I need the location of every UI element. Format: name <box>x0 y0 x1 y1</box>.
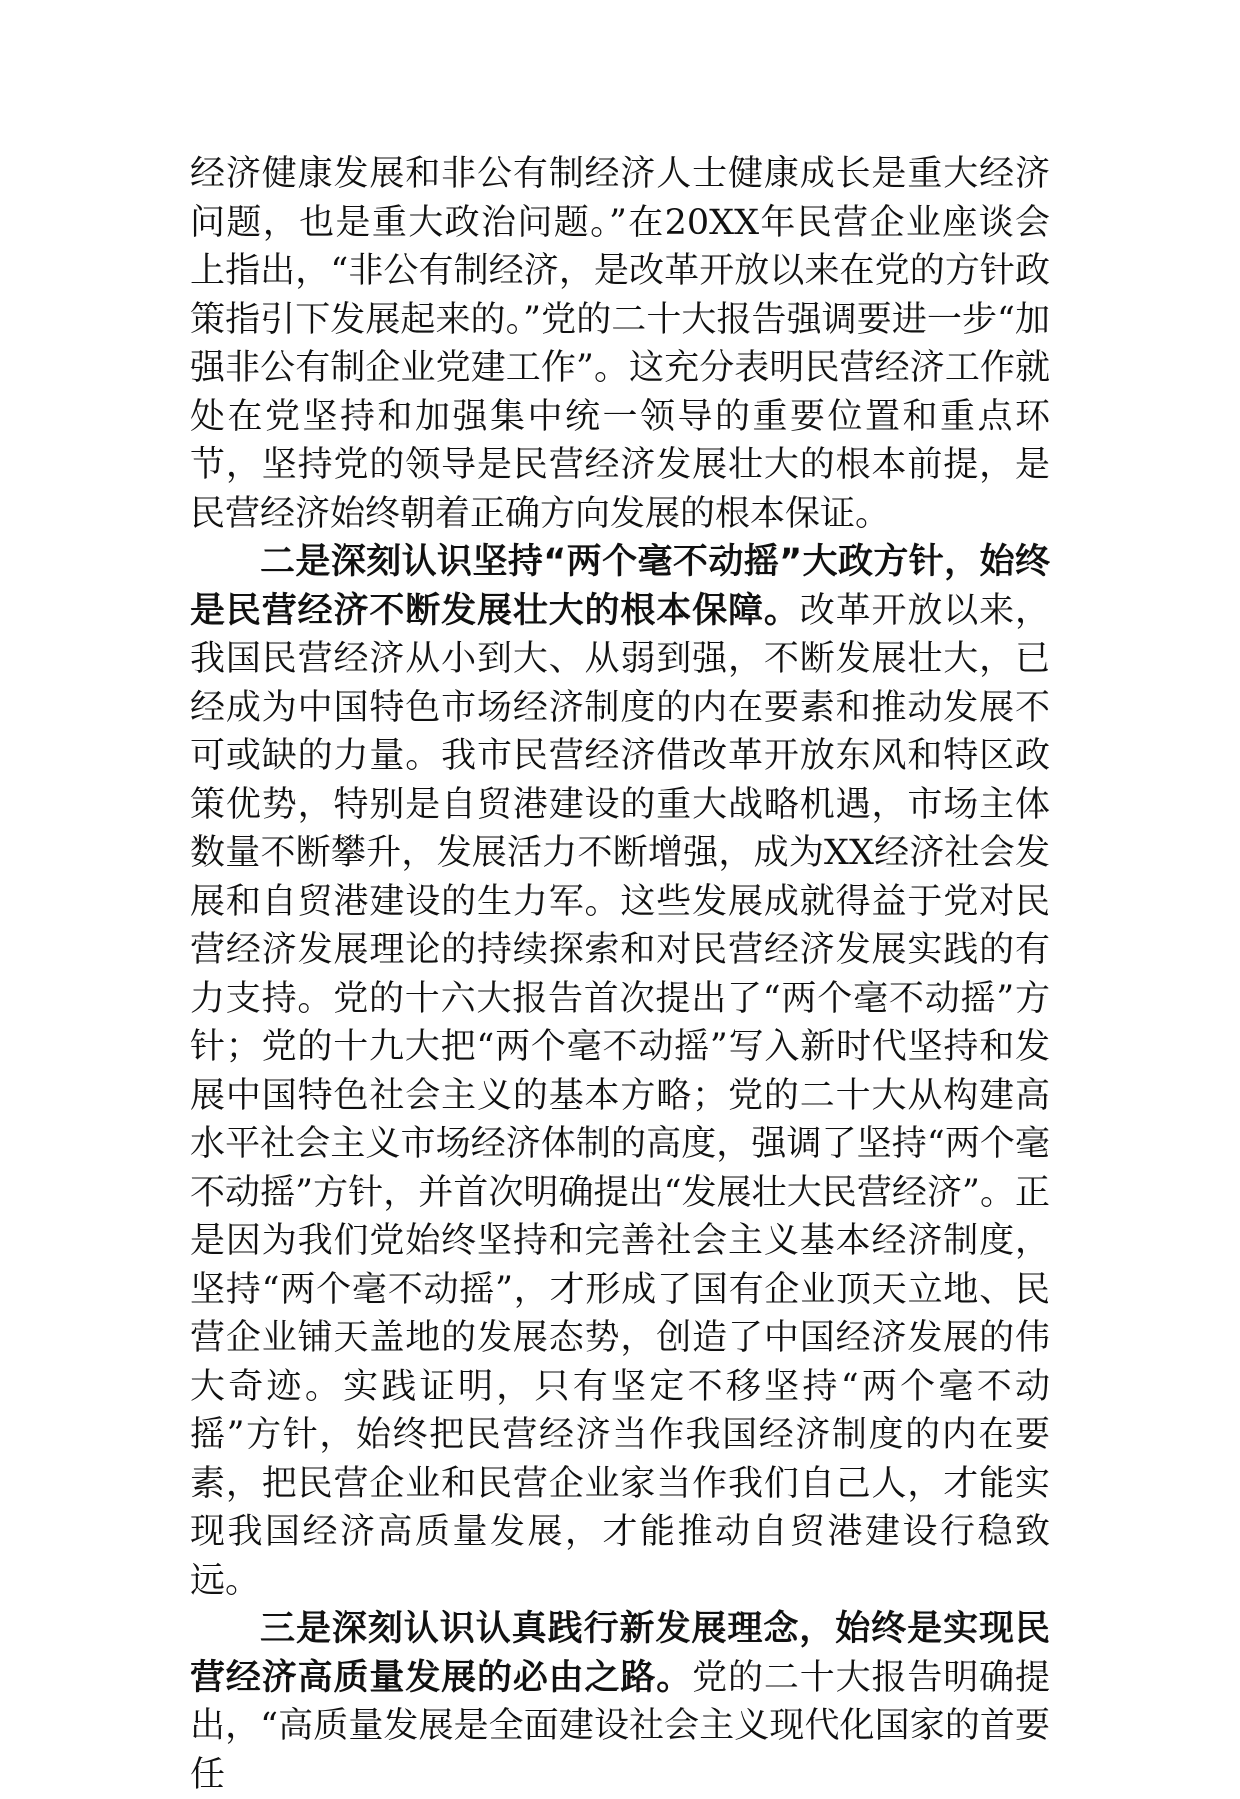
paragraph-2-text: 改革开放以来，我国民营经济从小到大、从弱到强，不断发展壮大，已经成为中国特色市场经济制度的内在要素和推动发展不可或缺的力量。我市民营经济借改革开放东风和特区政策优势，特别是自贸港建设的重大战略机遇，市场主体数量不断攀升，发展活力不断增强，成为XX经济社会发展和自贸港建设的生力军。这些发展成就得益于党对民营经济发展理论的持续探索和对民营经济发展实践的有力支持。党的十六大报告首次提出了“两个毫不动摇”方针；党的十九大把“两个毫不动摇”写入新时代坚持和发展中国特色社会主义的基本方略；党的二十大从构建高水平社会主义市场经济体制的高度，强调了坚持“两个毫不动摇”方针，并首次明确提出“发展壮大民营经济”。正是因为我们党始终坚持和完善社会主义基本经济制度，坚持“两个毫不动摇”，才形成了国有企业顶天立地、民营企业铺天盖地的发展态势，创造了中国经济发展的伟大奇迹。实践证明，只有坚定不移坚持“两个毫不动摇”方针，始终把民营经济当作我国经济制度的内在要素，把民营企业和民营企业家当作我们自己人，才能实现我国经济高质量发展，才能推动自贸港建设行稳致远。 <box>190 590 1050 1601</box>
paragraph-3-lead: 三是深刻认识认真践行新发展理念，始终是实现民营经济高质量发展的必由之路。 <box>190 1609 1050 1698</box>
paragraph-1 <box>190 150 1050 538</box>
paragraph-2 <box>190 538 1050 1605</box>
paragraph-3 <box>190 1605 1050 1799</box>
paragraph-2-lead: 二是深刻认识坚持“两个毫不动摇”大政方针，始终是民营经济不断发展壮大的根本保障。 <box>190 542 1050 631</box>
document-page <box>190 150 1050 1799</box>
paragraph-1-text: 经济健康发展和非公有制经济人士健康成长是重大经济问题，也是重大政治问题。”在20XX年民营企业座谈会上指出，“非公有制经济，是改革开放以来在党的方针政策指引下发展起来的。”党的二十大报告强调要进一步“加强非公有制企业党建工作”。这充分表明民营经济工作就处在党坚持和加强集中统一领导的重要位置和重点环节，坚持党的领导是民营经济发展壮大的根本前提，是民营经济始终朝着正确方向发展的根本保证。 <box>190 154 1050 534</box>
paragraph-3-text: 党的二十大报告明确提出，“高质量发展是全面建设社会主义现代化国家的首要任 <box>190 1657 1050 1795</box>
